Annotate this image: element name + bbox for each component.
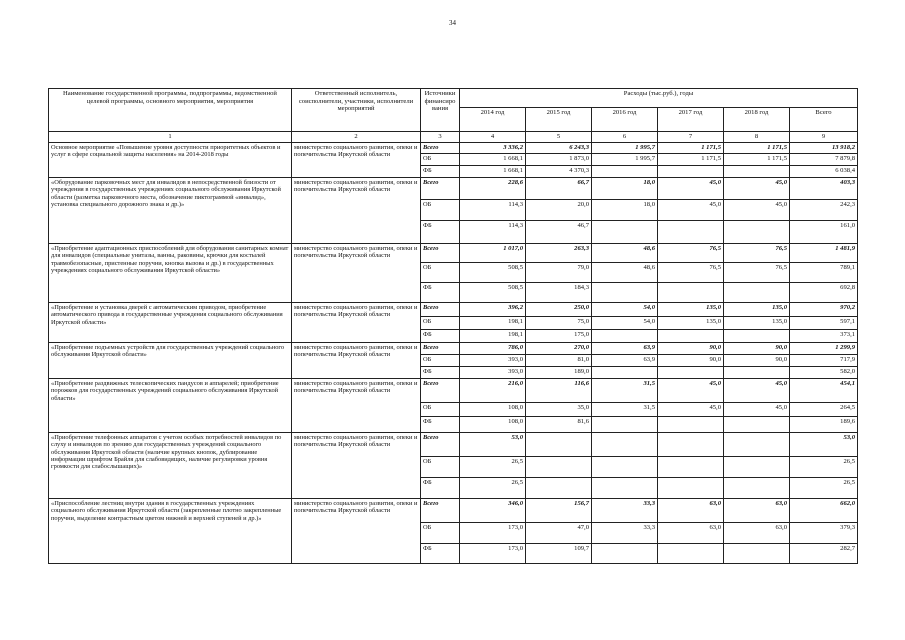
total-value: 717,9 (790, 355, 858, 367)
table-body (49, 143, 858, 564)
year-value: 76,5 (724, 244, 790, 263)
year-value (658, 221, 724, 244)
total-value: 53,0 (790, 433, 858, 457)
year-value: 393,0 (460, 355, 526, 367)
year-value (526, 433, 592, 457)
year-value: 270,0 (526, 343, 592, 355)
funding-source: ФБ (421, 367, 460, 379)
total-value: 662,0 (790, 499, 858, 523)
col-number: 3 (421, 132, 460, 143)
year-value: 393,0 (460, 367, 526, 379)
year-value: 114,3 (460, 221, 526, 244)
year-value: 48,6 (592, 244, 658, 263)
year-value: 396,2 (460, 303, 526, 317)
funding-source: ОБ (421, 317, 460, 330)
year-value: 189,0 (526, 367, 592, 379)
year-value: 26,5 (460, 457, 526, 478)
funding-source: Всего (421, 303, 460, 317)
year-value: 31,5 (592, 403, 658, 417)
budget-table (48, 88, 858, 564)
year-value: 63,0 (658, 499, 724, 523)
total-value: 1 481,9 (790, 244, 858, 263)
table-row (49, 178, 858, 200)
year-value (724, 221, 790, 244)
header-executor: Ответственный исполнитель, соисполнители, участники, исполнители мероприятий (292, 89, 421, 132)
table-row (49, 499, 858, 523)
funding-source: ФБ (421, 221, 460, 244)
total-value: 264,5 (790, 403, 858, 417)
year-value (724, 457, 790, 478)
total-value: 189,6 (790, 417, 858, 433)
total-value: 379,3 (790, 523, 858, 544)
year-value: 18,0 (592, 200, 658, 221)
table-row (49, 244, 858, 263)
year-value (724, 166, 790, 178)
year-value: 175,0 (526, 330, 592, 343)
activity-name: «Оборудование парковочных мест для инвалидов в непосредственной близости от учреждения в государственных учреждениях социального обслуживания Иркутской области (разметка парковочного места, обозначение пиктограммой «инвалид», установка специального дорожного знака и др.)» (49, 178, 292, 244)
year-value: 26,5 (460, 478, 526, 499)
year-value: 45,0 (658, 403, 724, 417)
col-number: 1 (49, 132, 292, 143)
year-value: 1 668,1 (460, 154, 526, 166)
year-value: 173,0 (460, 523, 526, 544)
total-value: 7 879,8 (790, 154, 858, 166)
year-value: 1 995,7 (592, 154, 658, 166)
funding-source: Всего (421, 143, 460, 154)
col-number: 2 (292, 132, 421, 143)
funding-source: ФБ (421, 544, 460, 564)
page-number: 34 (449, 19, 456, 27)
year-value: 76,5 (724, 263, 790, 283)
total-value: 692,8 (790, 283, 858, 303)
year-value: 1 873,0 (526, 154, 592, 166)
year-value: 63,0 (658, 523, 724, 544)
funding-source: ФБ (421, 166, 460, 178)
funding-source: Всего (421, 343, 460, 355)
year-value (592, 367, 658, 379)
activity-name: «Приобретение подъемных устройств для государственных учреждений социального обслуживания Иркутской области» (49, 343, 292, 379)
year-value: 63,0 (724, 523, 790, 544)
year-value (724, 433, 790, 457)
total-value: 403,3 (790, 178, 858, 200)
year-value: 46,7 (526, 221, 592, 244)
year-value: 228,6 (460, 178, 526, 200)
funding-source: ОБ (421, 263, 460, 283)
header-year: 2018 год (724, 108, 790, 132)
funding-source: ОБ (421, 355, 460, 367)
year-value: 45,0 (724, 178, 790, 200)
funding-source: ОБ (421, 403, 460, 417)
header-year: 2016 год (592, 108, 658, 132)
table-row (49, 379, 858, 403)
year-value: 3 336,2 (460, 143, 526, 154)
year-value: 1 171,5 (724, 154, 790, 166)
year-value: 1 995,7 (592, 143, 658, 154)
year-value: 66,7 (526, 178, 592, 200)
year-value: 6 243,3 (526, 143, 592, 154)
header-expenses: Расходы (тыс.руб.), годы (460, 89, 858, 108)
year-value (658, 283, 724, 303)
executor: министерство социального развития, опеки и попечительства Иркутской области (292, 379, 421, 433)
funding-source: Всего (421, 244, 460, 263)
funding-source: Всего (421, 379, 460, 403)
year-value (724, 544, 790, 564)
year-value: 33,3 (592, 499, 658, 523)
year-value: 45,0 (658, 200, 724, 221)
year-value (592, 478, 658, 499)
funding-source: ОБ (421, 523, 460, 544)
col-number: 6 (592, 132, 658, 143)
year-value: 108,0 (460, 417, 526, 433)
funding-source: ФБ (421, 330, 460, 343)
year-value: 263,3 (526, 244, 592, 263)
year-value: 4 370,3 (526, 166, 592, 178)
year-value: 31,5 (592, 379, 658, 403)
year-value (592, 433, 658, 457)
year-value (526, 457, 592, 478)
total-value: 789,1 (790, 263, 858, 283)
year-value: 508,5 (460, 263, 526, 283)
year-value: 79,0 (526, 263, 592, 283)
year-value: 508,5 (460, 283, 526, 303)
year-value: 18,0 (592, 178, 658, 200)
funding-source: ОБ (421, 200, 460, 221)
year-value (658, 166, 724, 178)
executor: министерство социального развития, опеки и попечительства Иркутской области (292, 143, 421, 178)
year-value (592, 283, 658, 303)
year-value: 63,9 (592, 343, 658, 355)
table-row (49, 343, 858, 355)
year-value: 198,1 (460, 317, 526, 330)
year-value: 47,0 (526, 523, 592, 544)
total-value: 26,5 (790, 457, 858, 478)
header-total: Всего (790, 108, 858, 132)
year-value (592, 330, 658, 343)
total-value: 1 299,9 (790, 343, 858, 355)
funding-source: Всего (421, 433, 460, 457)
year-value (658, 457, 724, 478)
year-value: 156,7 (526, 499, 592, 523)
year-value (658, 433, 724, 457)
year-value: 109,7 (526, 544, 592, 564)
year-value: 346,0 (460, 499, 526, 523)
year-value: 81,6 (526, 417, 592, 433)
funding-source: ФБ (421, 283, 460, 303)
funding-source: ФБ (421, 478, 460, 499)
year-value (592, 166, 658, 178)
header-year: 2014 год (460, 108, 526, 132)
col-number: 4 (460, 132, 526, 143)
year-value (526, 478, 592, 499)
year-value: 184,3 (526, 283, 592, 303)
year-value: 45,0 (658, 178, 724, 200)
activity-name: «Приобретение телефонных аппаратов с учетом особых потребностей инвалидов по слуху и инвалидов по зрению для государственных учреждений социального обслуживания Иркутской области (наличие крупных кнопок, дублирование информации шрифтом Брайля для слабовидящих, наличие регулировки уровня громкости для слабослышащих)» (49, 433, 292, 499)
year-value: 90,0 (724, 343, 790, 355)
executor: министерство социального развития, опеки и попечительства Иркутской области (292, 303, 421, 343)
col-number: 9 (790, 132, 858, 143)
total-value: 161,0 (790, 221, 858, 244)
total-value: 582,0 (790, 367, 858, 379)
year-value: 1 171,5 (658, 143, 724, 154)
year-value: 33,3 (592, 523, 658, 544)
year-value: 81,0 (526, 355, 592, 367)
total-value: 242,3 (790, 200, 858, 221)
year-value (724, 478, 790, 499)
year-value: 173,0 (460, 544, 526, 564)
total-value: 373,1 (790, 330, 858, 343)
year-value (724, 283, 790, 303)
year-value: 250,0 (526, 303, 592, 317)
total-value: 26,5 (790, 478, 858, 499)
year-value (592, 457, 658, 478)
funding-source: ФБ (421, 417, 460, 433)
table-row (49, 143, 858, 154)
col-number: 8 (724, 132, 790, 143)
executor: министерство социального развития, опеки и попечительства Иркутской области (292, 178, 421, 244)
header-year: 2017 год (658, 108, 724, 132)
year-value (658, 367, 724, 379)
total-value: 597,1 (790, 317, 858, 330)
year-value: 108,0 (460, 403, 526, 417)
year-value: 45,0 (724, 403, 790, 417)
year-value: 90,0 (658, 343, 724, 355)
year-value: 1 171,5 (724, 143, 790, 154)
executor: министерство социального развития, опеки и попечительства Иркутской области (292, 244, 421, 303)
total-value: 970,2 (790, 303, 858, 317)
year-value: 1 171,5 (658, 154, 724, 166)
table-row (49, 433, 858, 457)
executor: министерство социального развития, опеки и попечительства Иркутской области (292, 499, 421, 564)
year-value (724, 417, 790, 433)
col-number: 7 (658, 132, 724, 143)
year-value (592, 221, 658, 244)
year-value: 135,0 (658, 317, 724, 330)
year-value: 1 017,0 (460, 244, 526, 263)
activity-name: «Приспособление лестниц внутри здания в государственных учреждениях социального обслуживания Иркутской области (закрепленные плотно закрепленные поручни, выделение контрастным цветом нижней и верхней ступеней и др.)» (49, 499, 292, 564)
year-value: 48,6 (592, 263, 658, 283)
header-source: Источники финансиро вания (421, 89, 460, 132)
year-value: 76,5 (658, 263, 724, 283)
activity-name: Основное мероприятие «Повышение уровня доступности приоритетных объектов и услуг в сфере социальной защиты населения» на 2014-2018 годы (49, 143, 292, 178)
total-value: 6 038,4 (790, 166, 858, 178)
year-value: 1 668,1 (460, 166, 526, 178)
year-value: 35,0 (526, 403, 592, 417)
year-value: 116,6 (526, 379, 592, 403)
year-value (724, 330, 790, 343)
year-value (592, 417, 658, 433)
year-value: 198,1 (460, 330, 526, 343)
year-value: 216,0 (460, 379, 526, 403)
header-name: Наименование государственной программы, подпрограммы, ведомственной целевой программы, основного мероприятия, мероприятия (49, 89, 292, 132)
year-value (658, 330, 724, 343)
total-value: 282,7 (790, 544, 858, 564)
total-value: 454,1 (790, 379, 858, 403)
header-year: 2015 год (526, 108, 592, 132)
year-value: 135,0 (724, 303, 790, 317)
year-value: 90,0 (658, 355, 724, 367)
activity-name: «Приобретение раздвижных телескопических пандусов и аппарелей; приобретение порожков для государственных учреждений социального обслуживания Иркутской области» (49, 379, 292, 433)
year-value: 135,0 (658, 303, 724, 317)
year-value: 63,9 (592, 355, 658, 367)
executor: министерство социального развития, опеки и попечительства Иркутской области (292, 343, 421, 379)
year-value (592, 544, 658, 564)
year-value (724, 367, 790, 379)
year-value: 90,0 (724, 355, 790, 367)
year-value (658, 544, 724, 564)
total-value: 13 918,2 (790, 143, 858, 154)
year-value: 135,0 (724, 317, 790, 330)
activity-name: «Приобретение адаптационных приспособлений для оборудования санитарных комнат для инвалидов (специальные унитазы, ванны, раковины, крючки для костылей травмобезопасные, пристенные поручни, кнопка вызова и др.) в государственных учреждениях социального обслуживания Иркутской области» (49, 244, 292, 303)
activity-name: «Приобретение и установка дверей с автоматическим приводом, приобретение автоматического привода в государственные учреждения социального обслуживания Иркутской области» (49, 303, 292, 343)
funding-source: ОБ (421, 154, 460, 166)
year-value: 20,0 (526, 200, 592, 221)
funding-source: Всего (421, 178, 460, 200)
executor: министерство социального развития, опеки и попечительства Иркутской области (292, 433, 421, 499)
year-value: 53,0 (460, 433, 526, 457)
year-value (658, 417, 724, 433)
year-value: 45,0 (658, 379, 724, 403)
year-value: 45,0 (724, 379, 790, 403)
year-value: 54,0 (592, 317, 658, 330)
year-value: 786,0 (460, 343, 526, 355)
year-value: 63,0 (724, 499, 790, 523)
year-value (658, 478, 724, 499)
year-value: 54,0 (592, 303, 658, 317)
col-number: 5 (526, 132, 592, 143)
year-value: 76,5 (658, 244, 724, 263)
funding-source: Всего (421, 499, 460, 523)
table-row (49, 303, 858, 317)
year-value: 75,0 (526, 317, 592, 330)
year-value: 45,0 (724, 200, 790, 221)
funding-source: ОБ (421, 457, 460, 478)
year-value: 114,3 (460, 200, 526, 221)
